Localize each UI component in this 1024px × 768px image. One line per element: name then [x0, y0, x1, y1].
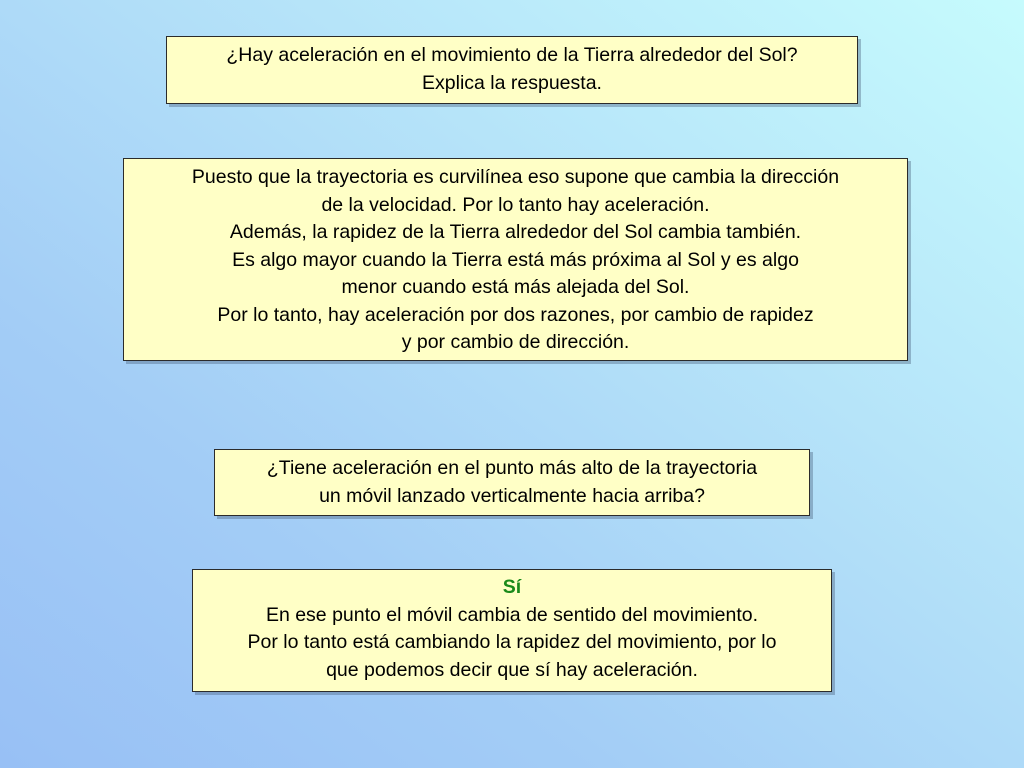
answer-line: que podemos decir que sí hay aceleración.: [326, 658, 698, 681]
answer-line: Puesto que la trayectoria es curvilínea eso supone que cambia la dirección: [191, 166, 840, 188]
question-box-earth-orbit: [166, 36, 858, 104]
answer-heading-yes: Sí: [502, 576, 522, 598]
answer-line: Por lo tanto, hay aceleración por dos razones, por cambio de rapidez: [217, 303, 814, 326]
answer-line: de la velocidad. Por lo tanto hay aceleración.: [321, 193, 710, 216]
answer-line: Además, la rapidez de la Tierra alrededor del Sol cambia también.: [229, 221, 802, 243]
answer-line: menor cuando está más alejada del Sol.: [341, 276, 690, 298]
question-line: ¿Tiene aceleración en el punto más alto de la trayectoria: [266, 457, 758, 479]
question-line: un móvil lanzado verticalmente hacia arriba?: [319, 484, 705, 507]
question-line: ¿Hay aceleración en el movimiento de la Tierra alrededor del Sol?: [226, 44, 798, 66]
answer-line: Es algo mayor cuando la Tierra está más próxima al Sol y es algo: [232, 248, 799, 271]
answer-line: Por lo tanto está cambiando la rapidez del movimiento, por lo: [247, 631, 777, 653]
question-line: Explica la respuesta.: [422, 71, 602, 94]
answer-box-earth-orbit: [123, 158, 908, 361]
question-box-vertical-throw: [214, 449, 810, 516]
answer-line: En ese punto el móvil cambia de sentido del movimiento.: [265, 603, 759, 626]
answer-box-vertical-throw: [192, 569, 832, 692]
answer-line: y por cambio de dirección.: [401, 331, 630, 353]
